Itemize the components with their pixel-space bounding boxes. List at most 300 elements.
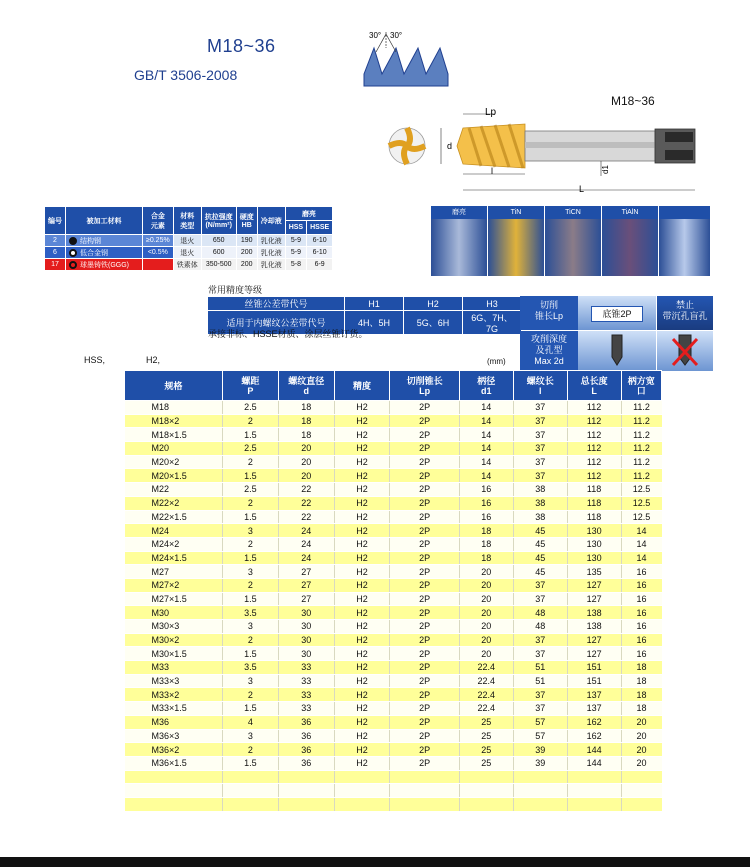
table-cell: 11.2	[621, 401, 661, 415]
ring-dot-icon	[69, 249, 77, 257]
table-cell: H2	[334, 496, 390, 510]
table-row	[125, 537, 662, 551]
table-cell: 14	[459, 401, 513, 415]
table-row	[125, 743, 662, 757]
custom-order-note: 承接非标、HSSE材质、涂层丝锥订货。	[208, 329, 368, 339]
table-cell: M36	[125, 715, 223, 729]
table-cell	[459, 784, 513, 798]
table-cell: 2P	[390, 674, 459, 688]
table-cell: H2	[334, 565, 390, 579]
table-cell: H2	[334, 592, 390, 606]
tap-end-view	[389, 128, 425, 164]
table-cell: 2P	[390, 647, 459, 661]
table-cell: 57	[513, 715, 567, 729]
table-cell: 138	[567, 606, 621, 620]
table-cell: 12.5	[621, 483, 661, 497]
table-cell: 2	[223, 633, 279, 647]
table-cell: 151	[567, 674, 621, 688]
table-cell	[125, 797, 223, 811]
table-cell: 1.5	[223, 510, 279, 524]
table-cell: M22	[125, 483, 223, 497]
table-cell: 20	[621, 756, 661, 770]
table-cell: 112	[567, 442, 621, 456]
table-cell: 16	[621, 592, 661, 606]
table-cell: 1.5	[223, 647, 279, 661]
table-cell: 37	[513, 414, 567, 428]
table-cell: 18	[459, 537, 513, 551]
table-cell	[223, 770, 279, 784]
table-cell: 127	[567, 578, 621, 592]
table-cell: 14	[459, 414, 513, 428]
table-cell: 151	[567, 661, 621, 675]
table-cell: 11.2	[621, 469, 661, 483]
table-cell: 16	[621, 606, 661, 620]
table-cell	[567, 797, 621, 811]
tap-drawing	[385, 104, 705, 204]
table-cell	[334, 797, 390, 811]
table-cell: 27	[278, 592, 334, 606]
table-cell: M27×2	[125, 578, 223, 592]
column-header: 螺纹直径 d	[278, 371, 334, 401]
table-cell: 2.5	[223, 442, 279, 456]
table-cell: H2	[334, 442, 390, 456]
table-cell: 18	[278, 414, 334, 428]
table-cell: 18	[278, 428, 334, 442]
table-row	[125, 428, 662, 442]
table-cell: 25	[459, 715, 513, 729]
table-cell: H2	[334, 756, 390, 770]
table-cell: 2	[223, 414, 279, 428]
table-cell: M27	[125, 565, 223, 579]
table-cell: 18	[621, 688, 661, 702]
h2-note: H2,	[146, 355, 161, 365]
table-cell: 1.5	[223, 756, 279, 770]
table-cell: 3	[223, 620, 279, 634]
table-cell	[621, 797, 661, 811]
table-cell: 118	[567, 510, 621, 524]
taper-value-panel	[578, 296, 656, 330]
table-cell	[390, 784, 459, 798]
table-cell: 16	[621, 647, 661, 661]
table-cell: M20×1.5	[125, 469, 223, 483]
table-row	[125, 414, 662, 428]
table-cell: 1.5	[223, 469, 279, 483]
table-cell: 37	[513, 442, 567, 456]
table-cell: 3	[223, 674, 279, 688]
table-row	[125, 524, 662, 538]
mat-header-no: 编号	[45, 207, 66, 235]
table-cell: H2	[334, 743, 390, 757]
table-cell: 2P	[390, 620, 459, 634]
table-cell: 2P	[390, 510, 459, 524]
table-cell: 2P	[390, 715, 459, 729]
precision-row2-label: 适用于内螺纹公差带代号	[208, 311, 345, 335]
table-row	[125, 565, 662, 579]
table-cell: H2	[334, 633, 390, 647]
table-cell: 11.2	[621, 414, 661, 428]
table-cell: 20	[278, 469, 334, 483]
table-cell: H2	[334, 661, 390, 675]
precision-title: 常用精度等级	[208, 285, 263, 295]
table-cell: 18	[621, 674, 661, 688]
table-cell: 37	[513, 401, 567, 415]
table-cell: 3	[223, 524, 279, 538]
table-cell: 2P	[390, 688, 459, 702]
table-cell: 127	[567, 633, 621, 647]
table-cell	[513, 784, 567, 798]
precision-row1-label: 丝锥公差带代号	[208, 297, 345, 311]
table-cell: 144	[567, 756, 621, 770]
table-cell: 20	[459, 606, 513, 620]
table-row	[125, 797, 662, 811]
table-cell: 48	[513, 606, 567, 620]
table-cell: 4	[223, 715, 279, 729]
table-cell: 37	[513, 455, 567, 469]
table-cell: M33×1.5	[125, 702, 223, 716]
table-cell: 2P	[390, 661, 459, 675]
mat-header-hss: HSS	[285, 221, 306, 235]
table-cell: 2	[223, 496, 279, 510]
table-cell: 14	[459, 428, 513, 442]
table-cell: M22×2	[125, 496, 223, 510]
mat-header-type: 材料 类型	[173, 207, 201, 235]
table-cell: M30×3	[125, 620, 223, 634]
table-row	[125, 510, 662, 524]
material-table	[44, 206, 333, 271]
table-row	[125, 401, 662, 415]
table-cell: 11.2	[621, 455, 661, 469]
table-cell: 36	[278, 756, 334, 770]
table-cell: 36	[278, 729, 334, 743]
table-cell: M33	[125, 661, 223, 675]
angle-left-label: 30°	[369, 31, 382, 40]
table-cell: 2P	[390, 414, 459, 428]
table-cell: 2.5	[223, 401, 279, 415]
table-cell: 22.4	[459, 661, 513, 675]
coating-image	[431, 219, 487, 276]
taper-value: 底锥2P	[591, 306, 643, 322]
table-row	[125, 442, 662, 456]
column-header: 柄方宽 口	[621, 371, 661, 401]
table-cell: 20	[278, 455, 334, 469]
table-cell: 45	[513, 551, 567, 565]
table-cell: 24	[278, 524, 334, 538]
ring-dot-icon	[69, 261, 77, 269]
l-label: l	[491, 166, 493, 176]
table-cell: 12.5	[621, 510, 661, 524]
table-cell: H2	[334, 537, 390, 551]
material-row: 6 低合金钢 <0.5% 退火 600 200 乳化液 5-9 6-10	[45, 247, 333, 259]
table-cell: 2	[223, 688, 279, 702]
coating-tin: TiN	[488, 206, 544, 276]
table-cell: 118	[567, 483, 621, 497]
table-cell: 20	[621, 743, 661, 757]
table-cell: 1.5	[223, 702, 279, 716]
table-row	[125, 483, 662, 497]
table-cell: 37	[513, 647, 567, 661]
table-cell: 25	[459, 743, 513, 757]
table-cell: 45	[513, 565, 567, 579]
table-cell	[125, 770, 223, 784]
table-cell: 18	[621, 661, 661, 675]
table-cell: 16	[459, 496, 513, 510]
table-cell: 130	[567, 537, 621, 551]
table-cell: 36	[278, 743, 334, 757]
table-cell: 2P	[390, 428, 459, 442]
table-cell: M18×2	[125, 414, 223, 428]
coating-image	[545, 219, 601, 276]
table-cell: 18	[459, 551, 513, 565]
table-cell: 16	[459, 510, 513, 524]
table-cell: M33×2	[125, 688, 223, 702]
table-cell: 33	[278, 702, 334, 716]
material-row: 17 球墨铸铁(GGG) 铁素体 350-500 200 乳化液 5-8 6-9	[45, 259, 333, 271]
table-cell	[621, 770, 661, 784]
table-cell: 2P	[390, 606, 459, 620]
mat-header-polish: 磨亮	[285, 207, 332, 221]
table-cell: 33	[278, 661, 334, 675]
table-row	[125, 455, 662, 469]
coating-polish: 磨亮	[431, 206, 487, 276]
table-cell: 38	[513, 496, 567, 510]
table-cell: 45	[513, 537, 567, 551]
table-cell: 112	[567, 469, 621, 483]
table-cell: 130	[567, 524, 621, 538]
table-cell	[390, 770, 459, 784]
table-row	[125, 770, 662, 784]
table-cell	[459, 797, 513, 811]
table-cell	[278, 770, 334, 784]
solid-dot-icon	[69, 237, 77, 245]
table-cell: 18	[621, 702, 661, 716]
table-cell: 135	[567, 565, 621, 579]
table-cell: H2	[334, 715, 390, 729]
table-row	[125, 688, 662, 702]
table-cell: 118	[567, 496, 621, 510]
standard-label: GB/T 3506-2008	[134, 67, 238, 83]
table-cell: 30	[278, 620, 334, 634]
table-cell: H2	[334, 606, 390, 620]
table-cell: 16	[621, 633, 661, 647]
table-cell: M24	[125, 524, 223, 538]
table-row	[125, 620, 662, 634]
table-cell: H2	[334, 524, 390, 538]
table-cell: 20	[459, 578, 513, 592]
table-cell: H2	[334, 510, 390, 524]
table-cell: M30×2	[125, 633, 223, 647]
table-cell: H2	[334, 688, 390, 702]
table-cell: H2	[334, 414, 390, 428]
table-row	[125, 674, 662, 688]
table-cell: 22	[278, 510, 334, 524]
table-cell: 3.5	[223, 661, 279, 675]
table-cell: 2	[223, 537, 279, 551]
hss-note: HSS,	[84, 355, 106, 365]
table-cell	[513, 770, 567, 784]
table-cell: 2P	[390, 551, 459, 565]
table-row	[125, 661, 662, 675]
coating-gallery	[431, 206, 710, 276]
table-cell	[223, 797, 279, 811]
table-cell: 20	[621, 729, 661, 743]
table-cell: 3	[223, 565, 279, 579]
table-cell: 38	[513, 510, 567, 524]
table-cell: H2	[334, 469, 390, 483]
coating-image	[602, 219, 658, 276]
table-cell: 11.2	[621, 442, 661, 456]
column-header: 螺纹长 l	[513, 371, 567, 401]
table-cell: 39	[513, 756, 567, 770]
table-cell: M22×1.5	[125, 510, 223, 524]
column-header: 规格	[125, 371, 223, 401]
table-cell: 37	[513, 633, 567, 647]
table-cell	[223, 784, 279, 798]
mat-header-hb: 硬度 HB	[236, 207, 257, 235]
tap-thread-section	[457, 124, 525, 168]
table-cell: 25	[459, 729, 513, 743]
table-cell: 30	[278, 606, 334, 620]
table-cell: 16	[621, 620, 661, 634]
table-cell: 2P	[390, 743, 459, 757]
table-cell: 144	[567, 743, 621, 757]
table-cell: H2	[334, 483, 390, 497]
table-cell: 2.5	[223, 483, 279, 497]
table-cell: 2P	[390, 565, 459, 579]
table-cell: 1.5	[223, 428, 279, 442]
table-cell: 137	[567, 688, 621, 702]
table-cell: 2P	[390, 442, 459, 456]
mat-header-coolant: 冷却液	[257, 207, 285, 235]
table-cell: 33	[278, 674, 334, 688]
table-cell: 2P	[390, 524, 459, 538]
table-cell	[390, 797, 459, 811]
table-cell: 22.4	[459, 674, 513, 688]
table-cell: 38	[513, 483, 567, 497]
table-cell: 20	[621, 715, 661, 729]
mat-header-strength: 抗拉强度 (N/mm²)	[201, 207, 236, 235]
table-cell: 12.5	[621, 496, 661, 510]
table-cell: 27	[278, 578, 334, 592]
size-range-label: M18~36	[611, 94, 655, 108]
angle-right-label: 30°	[390, 31, 403, 40]
table-cell: 2	[223, 743, 279, 757]
table-cell: 2P	[390, 729, 459, 743]
table-cell: 33	[278, 688, 334, 702]
table-cell: 1.5	[223, 551, 279, 565]
table-cell	[567, 784, 621, 798]
table-row	[125, 606, 662, 620]
table-cell: 30	[278, 647, 334, 661]
table-cell: H2	[334, 428, 390, 442]
table-cell: 2P	[390, 537, 459, 551]
table-cell: 2P	[390, 578, 459, 592]
table-cell	[334, 784, 390, 798]
table-cell: H2	[334, 401, 390, 415]
table-cell: M24×1.5	[125, 551, 223, 565]
table-cell: H2	[334, 647, 390, 661]
table-cell: 162	[567, 715, 621, 729]
table-cell: 16	[459, 483, 513, 497]
table-cell: 36	[278, 715, 334, 729]
table-row	[125, 702, 662, 716]
table-cell: 57	[513, 729, 567, 743]
column-header: 总长度 L	[567, 371, 621, 401]
table-cell: 127	[567, 592, 621, 606]
table-cell: 24	[278, 551, 334, 565]
table-cell: 20	[459, 620, 513, 634]
table-cell: 20	[278, 442, 334, 456]
table-cell: 11.2	[621, 428, 661, 442]
table-cell: 2P	[390, 592, 459, 606]
column-header: 柄径 d1	[459, 371, 513, 401]
table-cell: 14	[621, 524, 661, 538]
table-cell: M20	[125, 442, 223, 456]
depth-label: 攻削深度 及孔型 Max 2d	[520, 331, 578, 371]
mat-header-alloy: 合金 元素	[143, 207, 174, 235]
table-row	[125, 578, 662, 592]
mat-header-material: 被加工材料	[66, 207, 143, 235]
thread-profile-diagram	[360, 26, 452, 88]
table-cell: 20	[459, 633, 513, 647]
table-cell: M36×1.5	[125, 756, 223, 770]
table-cell: 51	[513, 674, 567, 688]
table-cell: 127	[567, 647, 621, 661]
table-cell: 2P	[390, 756, 459, 770]
table-cell: 22.4	[459, 688, 513, 702]
table-cell: M18×1.5	[125, 428, 223, 442]
table-cell: H2	[334, 455, 390, 469]
table-cell: 2P	[390, 483, 459, 497]
table-cell: 25	[459, 756, 513, 770]
table-row	[125, 729, 662, 743]
table-cell	[513, 797, 567, 811]
table-row	[125, 496, 662, 510]
bottom-rule	[0, 857, 750, 867]
table-cell: 2P	[390, 401, 459, 415]
precision-table: 丝锥公差带代号 H1 H2 H3 适用于内螺纹公差带代号 4H、5H 5G、6H 6G、7H、7G	[207, 296, 522, 335]
table-cell: 37	[513, 592, 567, 606]
table-cell: 14	[621, 551, 661, 565]
table-cell: 2P	[390, 702, 459, 716]
table-row	[125, 469, 662, 483]
table-cell: 112	[567, 414, 621, 428]
table-cell	[621, 784, 661, 798]
table-cell: M20×2	[125, 455, 223, 469]
lp-label: Lp	[485, 107, 497, 118]
table-cell: 27	[278, 565, 334, 579]
table-cell: M36×2	[125, 743, 223, 757]
table-cell: M30×1.5	[125, 647, 223, 661]
table-cell: 1.5	[223, 592, 279, 606]
table-cell: 2P	[390, 496, 459, 510]
coating-image	[488, 219, 544, 276]
table-cell: 37	[513, 688, 567, 702]
forbid-label: 禁止 带沉孔盲孔	[657, 296, 713, 330]
table-row	[125, 633, 662, 647]
d-label: d	[447, 141, 453, 151]
table-cell: 22	[278, 483, 334, 497]
table-cell: M18	[125, 401, 223, 415]
table-cell: H2	[334, 578, 390, 592]
coating-tialn: TiAlN	[602, 206, 658, 276]
d1-label: d1	[601, 165, 610, 174]
table-cell: 48	[513, 620, 567, 634]
table-cell: 3	[223, 729, 279, 743]
table-cell: 22	[278, 496, 334, 510]
table-cell: M30	[125, 606, 223, 620]
column-header: 螺距 P	[223, 371, 279, 401]
table-cell: H2	[334, 674, 390, 688]
